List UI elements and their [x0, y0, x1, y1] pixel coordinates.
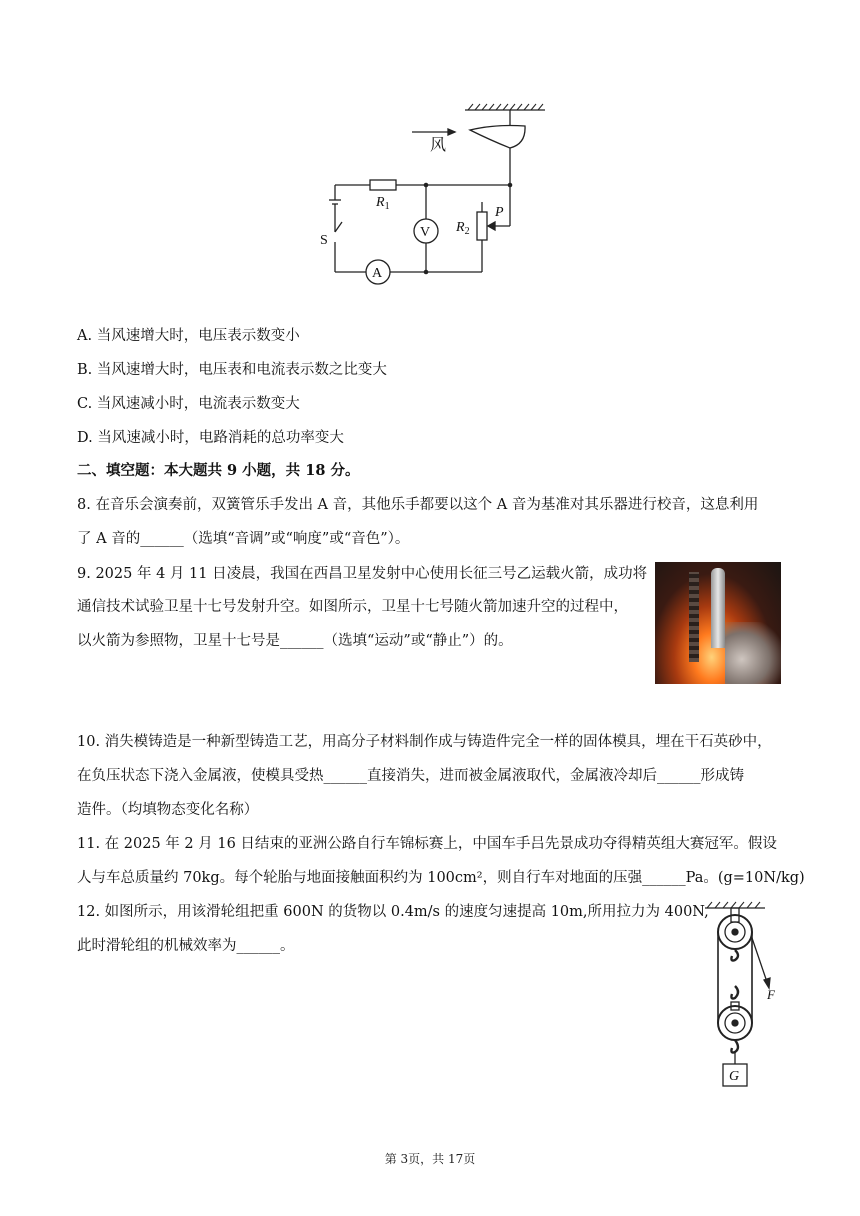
q12-line-2: 此时滑轮组的机械效率为______。 [77, 938, 295, 954]
q9-line-2: 通信技术试验卫星十七号发射升空。如图所示，卫星十七号随火箭加速升空的过程中， [77, 599, 628, 615]
q11-line-1: 11. 在 2025 年 2 月 16 日结束的亚洲公路自行车锦标赛上，中国车手吕先景成功夺得精英组大赛冠军。假设 [77, 836, 777, 852]
ammeter-symbol: A [372, 266, 383, 281]
q9-line-3: 以火箭为参照物，卫星十七号是______（选填“运动”或“静止”）的。 [77, 633, 513, 649]
q8-line-1: 8. 在音乐会演奏前，双簧管乐手发出 A 音，其他乐手都要以这个 A 音为基准对其乐器进行校音，这息利用 [77, 497, 759, 513]
svg-text:R2 [455, 220, 470, 237]
q12-line-1: 12. 如图所示，用该滑轮组把重 600N 的货物以 0.4m/s 的速度匀速提高 10m,所用拉力为 400N, [77, 904, 709, 920]
force-f-label: F [767, 987, 775, 1002]
q7-option-a: A. 当风速增大时，电压表示数变小 [77, 328, 300, 344]
q10-line-1: 10. 消失模铸造是一种新型铸造工艺，用高分子材料制作成与铸造件完全一样的固体模具，埋在干石英砂中， [77, 734, 772, 750]
rocket-launch-photo [655, 562, 781, 684]
wind-label: 风 [430, 137, 447, 154]
voltmeter-symbol: V [420, 225, 431, 240]
r1-subscript: 1 [384, 201, 390, 212]
page-footer: 第 3页，共 17页 [384, 1152, 476, 1166]
circuit-diagram [320, 100, 560, 300]
pulley-diagram [695, 898, 795, 1093]
q10-line-3: 造件。（均填物态变化名称） [77, 802, 259, 818]
r2-subscript: 2 [464, 226, 470, 237]
q10-line-2: 在负压状态下浇入金属液，使模具受热______直接消失，进而被金属液取代，金属液冷却后______形成铸 [77, 768, 744, 784]
weight-g-label: G [729, 1069, 740, 1084]
q7-option-b: B. 当风速增大时，电压表和电流表示数之比变大 [77, 362, 387, 378]
r1-label: R [376, 195, 385, 210]
section-2-title: 二、填空题：本大题共 9 小题，共 18 分。 [77, 462, 360, 479]
q11-line-2: 人与车总质量约 70kg。每个轮胎与地面接触面积约为 100cm²，则自行车对地面的压强______Pa。(g=10N/kg) [77, 870, 805, 886]
svg-text:R1 [375, 195, 390, 212]
q8-line-2: 了 A 音的______（选填“音调”或“响度”或“音色”）。 [77, 531, 410, 547]
switch-s-label: S [320, 233, 328, 248]
q7-option-d: D. 当风速减小时，电路消耗的总功率变大 [77, 430, 344, 446]
q7-option-c: C. 当风速减小时，电流表示数变大 [77, 396, 300, 412]
r2-label: R [456, 220, 465, 235]
slider-p-label: P [495, 205, 504, 220]
q9-line-1: 9. 2025 年 4 月 11 日凌晨，我国在西昌卫星发射中心使用长征三号乙运载火箭，成功将 [77, 566, 648, 582]
